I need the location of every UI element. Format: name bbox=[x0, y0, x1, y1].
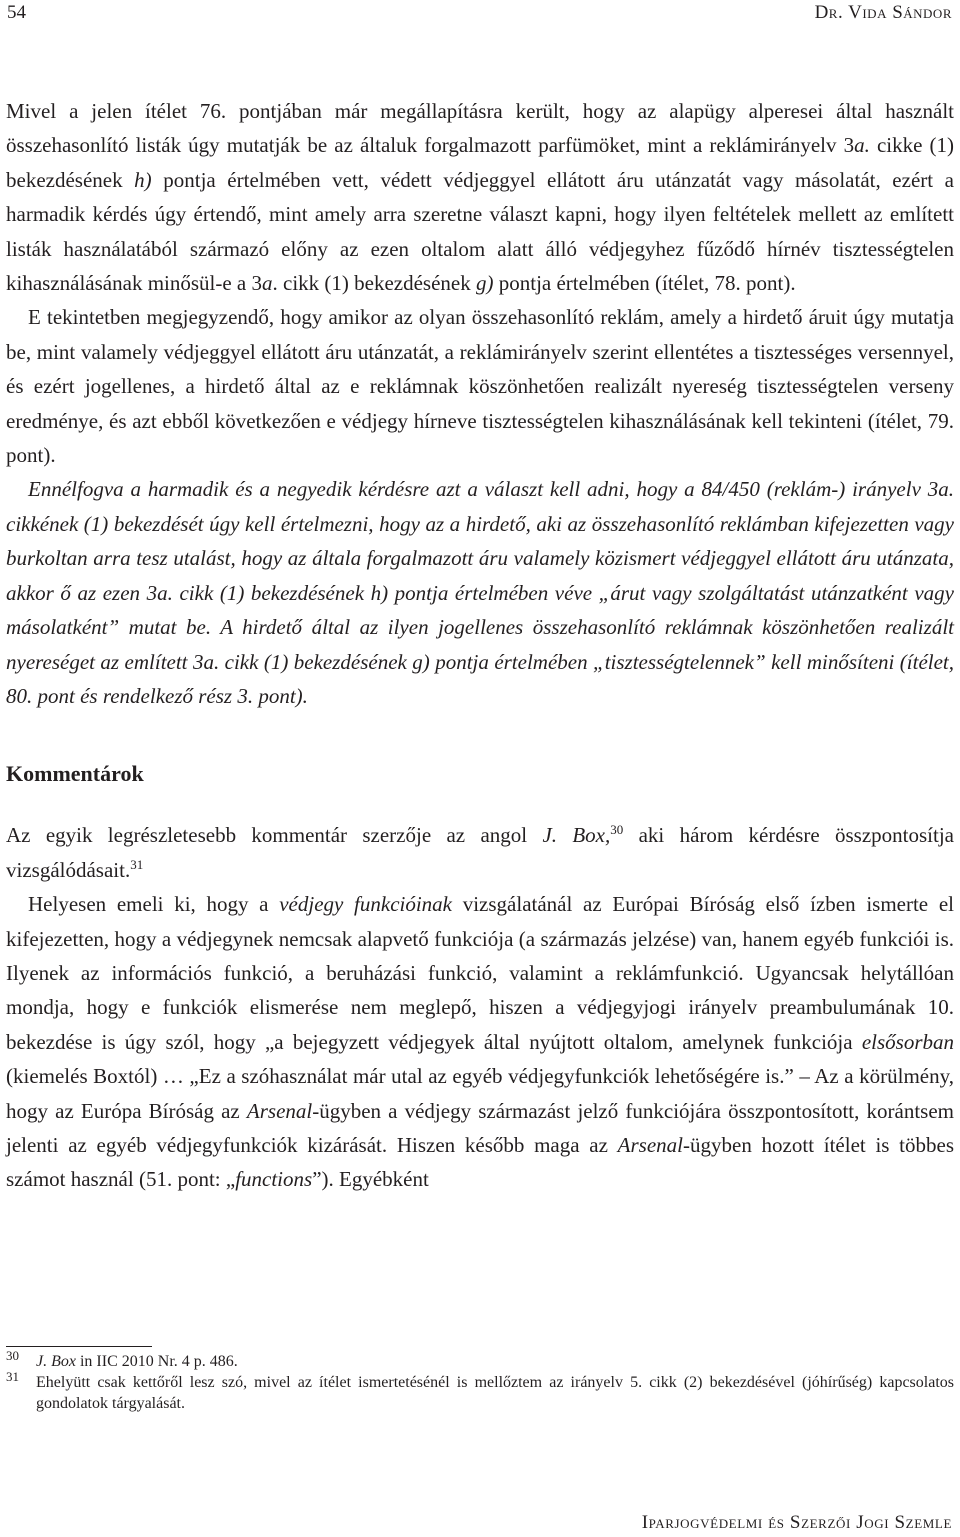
text-run: Arsenal bbox=[246, 1098, 313, 1123]
paragraph-2 bbox=[6, 300, 954, 472]
text-run: E tekintetben megjegyzendő, hogy amikor az olyan összehasonlító reklám, amely a hirdető áruit úgy mutatja be, mint valamely védjeggyel ellátott áru utánzatát, a reklámirányelv szerint ellentétes a tisztességes versennyel, és ezért jogellenes, a hirdető által az e reklámnak köszönhetően realizált nyereség tisztességtelen verseny eredménye, és azt ebből következően e védjegy hírneve tisztességtelen kihasználásának kell tekinteni (ítélet, 79. pont). bbox=[6, 305, 954, 468]
text-run: in IIC 2010 Nr. 4 p. 486. bbox=[75, 1353, 238, 1370]
footnote-number: 31 bbox=[6, 1369, 19, 1384]
footnote-separator bbox=[6, 1346, 152, 1347]
footnote-text bbox=[36, 1374, 954, 1412]
footnote-reference: 30 bbox=[610, 822, 624, 838]
running-foot-journal: Iparjogvédelmi és Szerzői Jogi Szemle bbox=[641, 1512, 952, 1533]
text-run: a bbox=[262, 271, 273, 296]
paragraph-1 bbox=[6, 94, 954, 300]
footnote-30 bbox=[6, 1348, 954, 1372]
text-run: Helyesen emeli ki, hogy a bbox=[28, 892, 280, 917]
footnote-31 bbox=[6, 1369, 954, 1414]
text-run: Ennélfogva a harmadik és a negyedik kérdésre azt a választ kell adni, hogy a 84/450 (reklám-) irányelv 3a. cikkének (1) bekezdését úgy kell értelmezni, hogy az a hirdető, aki az összehasonlító reklámban kifejezetten vagy burkoltan arra tesz utalást, hogy az általa forgalmazott áru valamely közismert védjeggyel ellátott áru utánzata, akkor ő az ezen 3a. cikk (1) bekezdésének h) pontja értelmében véve „árut vagy szolgáltatást utánzatként vagy másolatként” mutat be. A hirdető által az ilyen jogellenes összehasonlító reklámnak köszönhetően realizált nyereséget az említett 3a. cikk (1) bekezdésének g) pontja értelmében „tisztességtelennek” kell minősíteni (ítélet, 80. pont és rendelkező rész 3. pont). bbox=[6, 477, 954, 708]
text-run: cikke (1) bekezdésének bbox=[6, 133, 954, 192]
text-run: védjegy funkcióinak bbox=[279, 892, 453, 917]
text-run: aki három kérdésre összpontosítja vizsgálódásait. bbox=[6, 823, 954, 882]
section-paragraph-1 bbox=[6, 818, 954, 887]
footnote-text bbox=[36, 1353, 238, 1370]
text-run: h) bbox=[134, 167, 152, 192]
section-heading: Kommentárok bbox=[6, 761, 144, 787]
paragraph-conclusion bbox=[6, 472, 954, 713]
text-run: (kiemelés Boxtól) … „Ez a szóhasználat már utal az egyéb védjegyfunkciók lehetőségére is.” – Az a körülmény, hogy az Európa Bíróság az bbox=[6, 1064, 954, 1123]
running-head-author: Dr. Vida Sándor bbox=[814, 2, 952, 23]
text-run: -ügyben hozott ítélet is többes számot használ (51. pont: „ bbox=[6, 1132, 954, 1192]
main-text bbox=[6, 94, 954, 1197]
footnote-reference: 31 bbox=[130, 856, 144, 872]
text-run: functions bbox=[235, 1167, 313, 1192]
footnote-number: 30 bbox=[6, 1348, 19, 1363]
section-paragraph-2 bbox=[6, 887, 954, 1197]
page-number: 54 bbox=[7, 2, 26, 23]
text-run: Ehelyütt csak kettőről lesz szó, mivel az ítélet ismertetésénél is mellőztem az irányelv 5. cikk (2) bekezdésével (jóhírűség) kapcsolatos gondolatok tárgyalását. bbox=[36, 1374, 954, 1412]
text-run: -ügyben a védjegy származást jelző funkciójára összpontosított, korántsem jelenti az egyéb védjegyfunkciók kizárását. Hiszen később maga az bbox=[6, 1098, 954, 1157]
text-run: a. bbox=[854, 133, 870, 158]
text-run: Arsenal bbox=[617, 1132, 683, 1157]
text-run: . cikk (1) bekezdésének bbox=[272, 271, 476, 296]
text-run: g) bbox=[476, 271, 494, 296]
text-run: Az egyik legrészletesebb kommentár szerzője az angol bbox=[6, 823, 543, 848]
text-run: vizsgálatánál az Európai Bíróság első ízben ismerte el kifejezetten, hogy a védjegynek nemcsak alapvető funkciója (a származás jelzése) van, hanem egyéb funkciói is. Ilyenek az információs funkció, a beruházási funkció, valamint a reklámfunkció. Ugyancsak helytállóan mondja, hogy e funkciók elismerése nem meglepő, hiszen a védjegyjogi irányelv preambulumának 10. bekezdése is úgy szól, hogy „a bejegyzett védjegyek által nyújtott oltalom, amelynek funkciója bbox=[6, 892, 954, 1054]
footnotes bbox=[6, 1348, 954, 1414]
text-run: J. Box bbox=[36, 1353, 76, 1370]
text-run: pontja értelmében vett, védett védjeggyel ellátott áru utánzatát vagy másolatát, ezért a harmadik kérdés úgy értendő, mint amely arra szeretne választ kapni, hogy ilyen feltételek mellett az említett listák használatából származó előny az ezen oltalom alatt álló védjegyhez fűződő hírnév tisztességtelen kihasználásának minősül-e a 3 bbox=[6, 167, 954, 296]
text-run: pontja értelmében (ítélet, 78. pont). bbox=[493, 271, 796, 296]
text-run: Mivel a jelen ítélet 76. pontjában már megállapításra került, hogy az alapügy alperesei által használt összehasonlító listák úgy mutatják be az általuk forgalmazott parfümöket, mint a reklámirányelv 3 bbox=[6, 99, 954, 158]
text-run: J. Box, bbox=[542, 823, 611, 848]
text-run: ”). Egyébként bbox=[312, 1167, 429, 1192]
text-run: elsősorban bbox=[861, 1029, 954, 1054]
